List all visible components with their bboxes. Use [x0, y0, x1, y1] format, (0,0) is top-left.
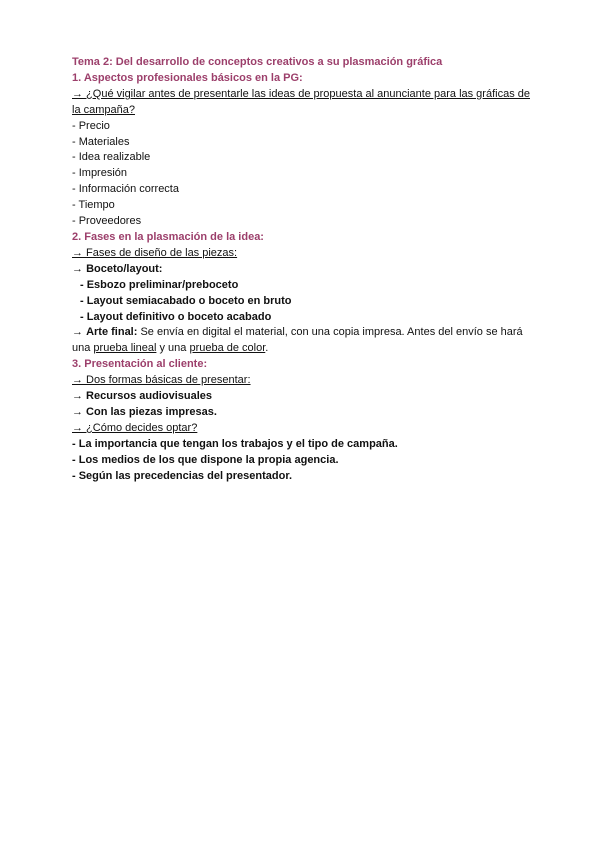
section-2-heading: 2. Fases en la plasmación de la idea: — [72, 230, 264, 243]
arte-final-text-2: y una — [156, 342, 190, 355]
list-item: - Materiales — [72, 135, 130, 148]
list-item: - Según las precedencias del presentador. — [72, 469, 293, 482]
document-body — [72, 55, 532, 484]
list-item: → Recursos audiovisuales — [72, 390, 212, 403]
boceto-line — [72, 262, 532, 278]
section-2-subheading: → Fases de diseño de las piezas: — [72, 246, 238, 259]
prueba-de-color-text: prueba de color — [189, 342, 266, 355]
arte-final-paragraph — [72, 325, 532, 357]
list-item: - Idea realizable — [72, 151, 151, 164]
list-item: - Esbozo preliminar/preboceto — [80, 278, 239, 291]
list-item: - Layout semiacabado o boceto en bruto — [80, 294, 292, 307]
section-3-subheading: → Dos formas básicas de presentar: — [72, 374, 251, 387]
document-title: Tema 2: Del desarrollo de conceptos creativos a su plasmación gráfica — [72, 56, 443, 68]
list-item: → Con las piezas impresas. — [72, 405, 217, 418]
arrow-glyph: → — [72, 262, 87, 275]
section-3-heading: 3. Presentación al cliente: — [72, 358, 208, 371]
arrow-glyph: → — [72, 326, 87, 339]
prueba-lineal-text: prueba lineal — [93, 342, 157, 355]
list-item: - Precio — [72, 119, 110, 132]
list-item: - Información correcta — [72, 183, 179, 196]
boceto-label: Boceto/layout: — [86, 262, 163, 275]
list-item: - Layout definitivo o boceto acabado — [80, 310, 272, 323]
list-item: - Los medios de los que dispone la propia agencia. — [72, 453, 339, 466]
section-1-question: → ¿Qué vigilar antes de presentarle las ideas de propuesta al anunciante para las gráficas de la campaña? — [72, 87, 530, 116]
list-item: - Tiempo — [72, 199, 115, 212]
section-3-question: → ¿Cómo decides optar? — [72, 421, 198, 434]
list-item: - La importancia que tengan los trabajos y el tipo de campaña. — [72, 437, 398, 450]
list-item: - Impresión — [72, 167, 128, 180]
section-1-heading: 1. Aspectos profesionales básicos en la PG: — [72, 71, 303, 84]
arte-final-label: Arte final: — [86, 326, 138, 339]
list-item: - Proveedores — [72, 215, 142, 228]
arte-final-text-3: . — [265, 342, 269, 355]
arte-final-text-1: Se envía en digital el material, con una copia impresa. Antes del envío se hará una — [72, 326, 523, 355]
